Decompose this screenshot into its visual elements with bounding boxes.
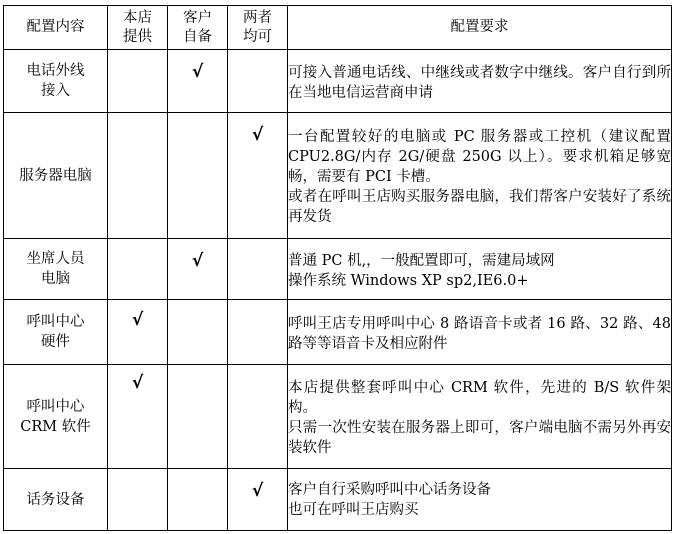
requirement-text: 一台配置较好的电脑或 PC 服务器或工控机（建议配置 CPU2.8G/内存 2G/硬盘 250G 以上）。要求机箱足够宽畅，需要有 PCI 卡槽。 bbox=[288, 129, 671, 185]
requirement-cell bbox=[288, 365, 672, 469]
header-both-label: 两者 均可 bbox=[243, 9, 272, 45]
requirement-cell bbox=[288, 239, 672, 300]
header-requirement bbox=[288, 6, 672, 50]
requirement-text: 或者在呼叫王店购买服务器电脑，我们帮客户安装好了系统再发货 bbox=[288, 189, 671, 225]
row-item-label: 电话外线 接入 bbox=[26, 63, 85, 99]
requirement-cell bbox=[288, 469, 672, 531]
row-item-cell bbox=[4, 113, 108, 239]
store-cell bbox=[108, 365, 168, 469]
header-customer-label: 客户 自备 bbox=[183, 9, 212, 45]
row-item-cell bbox=[4, 300, 108, 365]
row-item-label: 服务器电脑 bbox=[19, 167, 92, 184]
store-cell bbox=[108, 239, 168, 300]
check-mark-icon: √ bbox=[191, 62, 204, 82]
requirement-text: 只需一次性安装在服务器上即可，客户端电脑不需另外再安装软件 bbox=[288, 419, 671, 456]
requirement-text: 呼叫王店专用呼叫中心 8 路语音卡或者 16 路、32 路、48 路等等语音卡及相应附件 bbox=[288, 316, 671, 352]
requirement-text: 客户自行采购呼叫中心话务设备 bbox=[288, 481, 491, 498]
both-cell bbox=[228, 239, 288, 300]
requirement-text: 操作系统 Windows XP sp2,IE6.0+ bbox=[288, 272, 529, 289]
customer-cell bbox=[168, 469, 228, 531]
table-row bbox=[4, 113, 672, 239]
requirement-text: 普通 PC 机,，一般配置即可，需建局域网 bbox=[288, 252, 555, 269]
header-item bbox=[4, 6, 108, 50]
store-cell bbox=[108, 300, 168, 365]
customer-cell bbox=[168, 365, 228, 469]
row-item-cell bbox=[4, 469, 108, 531]
check-mark-icon: √ bbox=[131, 310, 144, 330]
row-item-cell bbox=[4, 365, 108, 469]
check-mark-icon: √ bbox=[191, 251, 204, 271]
header-requirement-label: 配置要求 bbox=[450, 19, 509, 35]
header-row bbox=[4, 6, 672, 50]
customer-cell bbox=[168, 300, 228, 365]
row-item-cell bbox=[4, 239, 108, 300]
both-cell bbox=[228, 365, 288, 469]
both-cell bbox=[228, 300, 288, 365]
header-store-label: 本店 提供 bbox=[123, 9, 152, 45]
customer-cell bbox=[168, 113, 228, 239]
requirement-cell bbox=[288, 50, 672, 113]
requirement-text: 本店提供整套呼叫中心 CRM 软件，先进的 B/S 软件架构。 bbox=[288, 379, 671, 416]
requirement-text: 可接入普通电话线、中继线或者数字中继线。客户自行到所在当地电信运营商申请 bbox=[288, 64, 671, 101]
table-row bbox=[4, 239, 672, 300]
requirement-text: 也可在呼叫王店购买 bbox=[288, 501, 419, 518]
row-item-label: 呼叫中心 硬件 bbox=[26, 314, 85, 350]
table-row bbox=[4, 469, 672, 531]
table-row bbox=[4, 300, 672, 365]
both-cell bbox=[228, 113, 288, 239]
row-item-label: 话务设备 bbox=[26, 491, 85, 508]
header-customer bbox=[168, 6, 228, 50]
check-mark-icon: √ bbox=[131, 373, 144, 393]
both-cell bbox=[228, 50, 288, 113]
requirement-cell bbox=[288, 113, 672, 239]
row-item-label: 坐席人员 电脑 bbox=[26, 251, 85, 287]
header-item-label: 配置内容 bbox=[26, 19, 85, 35]
check-mark-icon: √ bbox=[251, 125, 264, 145]
customer-cell bbox=[168, 239, 228, 300]
customer-cell bbox=[168, 50, 228, 113]
check-mark-icon: √ bbox=[251, 481, 264, 501]
store-cell bbox=[108, 50, 168, 113]
both-cell bbox=[228, 469, 288, 531]
header-store bbox=[108, 6, 168, 50]
table-row bbox=[4, 50, 672, 113]
row-item-label: 呼叫中心 CRM 软件 bbox=[20, 398, 91, 435]
store-cell bbox=[108, 113, 168, 239]
table-row bbox=[4, 365, 672, 469]
requirement-cell bbox=[288, 300, 672, 365]
header-both bbox=[228, 6, 288, 50]
store-cell bbox=[108, 469, 168, 531]
row-item-cell bbox=[4, 50, 108, 113]
config-table bbox=[3, 5, 672, 531]
